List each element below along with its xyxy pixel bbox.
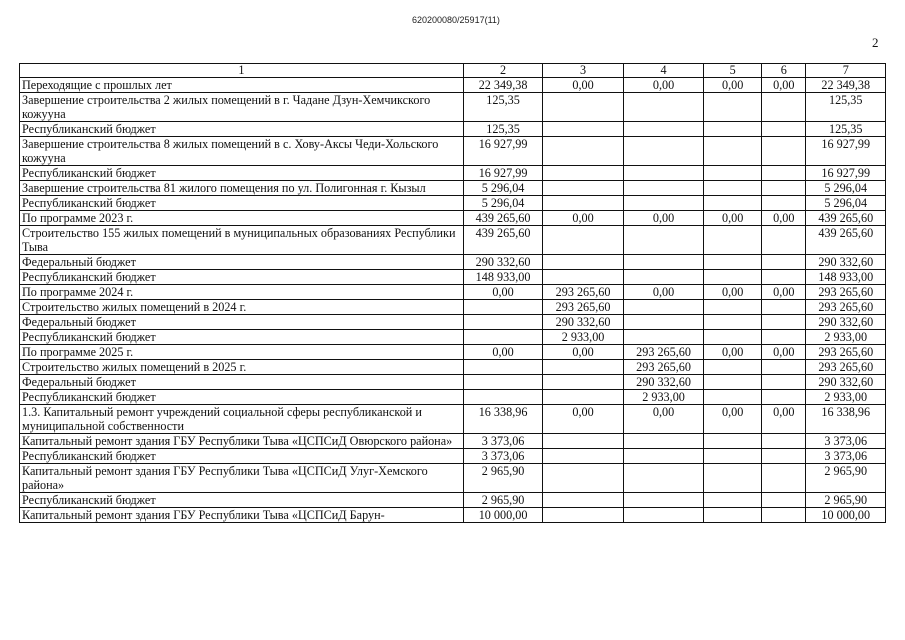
value-cell: 290 332,60: [623, 375, 704, 390]
row-label-cell: Завершение строительства 2 жилых помещений в г. Чадане Дзун-Хемчикского кожууна: [20, 93, 464, 122]
value-cell: [762, 255, 806, 270]
value-cell: [623, 166, 704, 181]
table-row: [20, 449, 886, 464]
value-cell: 0,00: [543, 78, 624, 93]
row-label-cell: Республиканский бюджет: [20, 196, 464, 211]
value-cell: [704, 181, 762, 196]
value-cell: [623, 226, 704, 255]
value-cell: [704, 122, 762, 137]
value-cell: [543, 434, 624, 449]
page-number: 2: [872, 35, 879, 50]
value-cell: 0,00: [762, 285, 806, 300]
row-label-cell: Федеральный бюджет: [20, 255, 464, 270]
value-cell: [704, 226, 762, 255]
value-cell: 0,00: [704, 285, 762, 300]
value-cell: [463, 360, 542, 375]
row-label-cell: Переходящие с прошлых лет: [20, 78, 464, 93]
value-cell: 290 332,60: [806, 255, 886, 270]
value-cell: 0,00: [762, 345, 806, 360]
value-cell: 3 373,06: [806, 449, 886, 464]
value-cell: [543, 166, 624, 181]
value-cell: [704, 464, 762, 493]
value-cell: [543, 449, 624, 464]
value-cell: 439 265,60: [806, 226, 886, 255]
table-row: [20, 390, 886, 405]
value-cell: 22 349,38: [463, 78, 542, 93]
value-cell: [623, 181, 704, 196]
value-cell: [704, 330, 762, 345]
table-row: [20, 211, 886, 226]
value-cell: [704, 137, 762, 166]
value-cell: 16 927,99: [463, 166, 542, 181]
value-cell: [762, 93, 806, 122]
value-cell: 2 933,00: [806, 390, 886, 405]
value-cell: [704, 196, 762, 211]
value-cell: [704, 449, 762, 464]
value-cell: [463, 300, 542, 315]
value-cell: [543, 196, 624, 211]
value-cell: 293 265,60: [623, 345, 704, 360]
value-cell: 16 927,99: [806, 137, 886, 166]
value-cell: 0,00: [704, 405, 762, 434]
value-cell: 125,35: [806, 122, 886, 137]
value-cell: [543, 122, 624, 137]
value-cell: [543, 375, 624, 390]
value-cell: [704, 434, 762, 449]
value-cell: 2 965,90: [806, 493, 886, 508]
value-cell: 293 265,60: [543, 285, 624, 300]
value-cell: 293 265,60: [806, 345, 886, 360]
table-row: [20, 93, 886, 122]
table-header-row: [20, 64, 886, 78]
value-cell: [762, 508, 806, 523]
header-cell: 4: [623, 64, 704, 78]
table-row: [20, 464, 886, 493]
value-cell: [623, 270, 704, 285]
table-row: [20, 345, 886, 360]
table-row: [20, 360, 886, 375]
table-row: [20, 122, 886, 137]
value-cell: [762, 464, 806, 493]
row-label-cell: Завершение строительства 8 жилых помещений в с. Хову-Аксы Чеди-Хольского кожууна: [20, 137, 464, 166]
table-row: [20, 434, 886, 449]
value-cell: 2 965,90: [463, 464, 542, 493]
value-cell: [543, 493, 624, 508]
value-cell: 293 265,60: [806, 285, 886, 300]
value-cell: [762, 226, 806, 255]
table-row: [20, 493, 886, 508]
row-label-cell: Республиканский бюджет: [20, 390, 464, 405]
value-cell: [762, 360, 806, 375]
row-label-cell: Республиканский бюджет: [20, 166, 464, 181]
value-cell: [543, 93, 624, 122]
row-label-cell: 1.3. Капитальный ремонт учреждений социальной сферы республиканской и муниципальной собственности: [20, 405, 464, 434]
value-cell: 290 332,60: [463, 255, 542, 270]
value-cell: [762, 330, 806, 345]
value-cell: [704, 360, 762, 375]
value-cell: [623, 255, 704, 270]
value-cell: [704, 375, 762, 390]
row-label-cell: Федеральный бюджет: [20, 375, 464, 390]
value-cell: [762, 449, 806, 464]
value-cell: 0,00: [704, 345, 762, 360]
value-cell: 0,00: [543, 345, 624, 360]
value-cell: [704, 493, 762, 508]
value-cell: 0,00: [704, 211, 762, 226]
table-row: [20, 181, 886, 196]
value-cell: [623, 137, 704, 166]
table-row: [20, 330, 886, 345]
value-cell: 10 000,00: [463, 508, 542, 523]
value-cell: [704, 166, 762, 181]
table-row: [20, 285, 886, 300]
value-cell: 148 933,00: [463, 270, 542, 285]
value-cell: 5 296,04: [463, 196, 542, 211]
row-label-cell: Республиканский бюджет: [20, 330, 464, 345]
row-label-cell: Республиканский бюджет: [20, 493, 464, 508]
value-cell: [623, 464, 704, 493]
document-id: 620200080/25917(11): [412, 15, 500, 25]
table-row: [20, 405, 886, 434]
value-cell: [623, 300, 704, 315]
table-row: [20, 375, 886, 390]
value-cell: [543, 508, 624, 523]
value-cell: [543, 137, 624, 166]
value-cell: [623, 434, 704, 449]
value-cell: 125,35: [463, 122, 542, 137]
value-cell: 125,35: [806, 93, 886, 122]
value-cell: [623, 93, 704, 122]
value-cell: [762, 270, 806, 285]
value-cell: [704, 270, 762, 285]
value-cell: 5 296,04: [806, 196, 886, 211]
value-cell: 0,00: [623, 78, 704, 93]
value-cell: [463, 315, 542, 330]
value-cell: 293 265,60: [543, 300, 624, 315]
value-cell: [762, 137, 806, 166]
value-cell: 439 265,60: [463, 226, 542, 255]
value-cell: 439 265,60: [463, 211, 542, 226]
value-cell: 439 265,60: [806, 211, 886, 226]
row-label-cell: Капитальный ремонт здания ГБУ Республики Тыва «ЦСПСиД Улуг-Хемского района»: [20, 464, 464, 493]
value-cell: 290 332,60: [806, 315, 886, 330]
header-cell: 6: [762, 64, 806, 78]
value-cell: 0,00: [623, 211, 704, 226]
table-row: [20, 226, 886, 255]
value-cell: [704, 255, 762, 270]
value-cell: 2 933,00: [623, 390, 704, 405]
value-cell: 22 349,38: [806, 78, 886, 93]
row-label-cell: По программе 2025 г.: [20, 345, 464, 360]
value-cell: 0,00: [463, 285, 542, 300]
table-row: [20, 300, 886, 315]
value-cell: [623, 122, 704, 137]
value-cell: 0,00: [623, 405, 704, 434]
row-label-cell: Капитальный ремонт здания ГБУ Республики Тыва «ЦСПСиД Овюрского района»: [20, 434, 464, 449]
value-cell: [623, 315, 704, 330]
value-cell: [704, 93, 762, 122]
table-row: [20, 137, 886, 166]
header-cell: 2: [463, 64, 542, 78]
value-cell: 293 265,60: [806, 300, 886, 315]
value-cell: [623, 449, 704, 464]
value-cell: [704, 315, 762, 330]
value-cell: [762, 493, 806, 508]
value-cell: 293 265,60: [623, 360, 704, 375]
table-row: [20, 255, 886, 270]
value-cell: [704, 508, 762, 523]
value-cell: [762, 196, 806, 211]
value-cell: [543, 464, 624, 493]
value-cell: 0,00: [623, 285, 704, 300]
header-cell: 5: [704, 64, 762, 78]
value-cell: [762, 434, 806, 449]
value-cell: 0,00: [762, 211, 806, 226]
value-cell: [543, 226, 624, 255]
row-label-cell: Строительство жилых помещений в 2024 г.: [20, 300, 464, 315]
table-row: [20, 166, 886, 181]
value-cell: 3 373,06: [806, 434, 886, 449]
value-cell: [623, 508, 704, 523]
row-label-cell: Республиканский бюджет: [20, 122, 464, 137]
value-cell: 125,35: [463, 93, 542, 122]
value-cell: 5 296,04: [463, 181, 542, 196]
value-cell: 16 927,99: [463, 137, 542, 166]
value-cell: 2 965,90: [806, 464, 886, 493]
value-cell: 2 933,00: [806, 330, 886, 345]
value-cell: [762, 181, 806, 196]
value-cell: [704, 390, 762, 405]
value-cell: 5 296,04: [806, 181, 886, 196]
value-cell: 10 000,00: [806, 508, 886, 523]
value-cell: [543, 270, 624, 285]
row-label-cell: Республиканский бюджет: [20, 270, 464, 285]
header-cell: 7: [806, 64, 886, 78]
value-cell: 16 338,96: [463, 405, 542, 434]
table-row: [20, 78, 886, 93]
row-label-cell: Строительство 155 жилых помещений в муниципальных образованиях Республики Тыва: [20, 226, 464, 255]
value-cell: [543, 255, 624, 270]
value-cell: 3 373,06: [463, 434, 542, 449]
value-cell: [543, 360, 624, 375]
value-cell: [543, 181, 624, 196]
value-cell: [762, 122, 806, 137]
value-cell: 148 933,00: [806, 270, 886, 285]
value-cell: 2 933,00: [543, 330, 624, 345]
value-cell: 16 338,96: [806, 405, 886, 434]
value-cell: [623, 330, 704, 345]
row-label-cell: По программе 2023 г.: [20, 211, 464, 226]
row-label-cell: Республиканский бюджет: [20, 449, 464, 464]
value-cell: 290 332,60: [543, 315, 624, 330]
table-body: [20, 64, 886, 523]
value-cell: 16 927,99: [806, 166, 886, 181]
row-label-cell: По программе 2024 г.: [20, 285, 464, 300]
value-cell: 0,00: [762, 78, 806, 93]
row-label-cell: Завершение строительства 81 жилого помещения по ул. Полигонная г. Кызыл: [20, 181, 464, 196]
value-cell: [762, 300, 806, 315]
value-cell: 0,00: [463, 345, 542, 360]
value-cell: [623, 493, 704, 508]
row-label-cell: Капитальный ремонт здания ГБУ Республики Тыва «ЦСПСиД Барун-: [20, 508, 464, 523]
value-cell: 0,00: [704, 78, 762, 93]
value-cell: 0,00: [543, 405, 624, 434]
value-cell: [704, 300, 762, 315]
value-cell: 3 373,06: [463, 449, 542, 464]
value-cell: 2 965,90: [463, 493, 542, 508]
row-label-cell: Федеральный бюджет: [20, 315, 464, 330]
value-cell: [543, 390, 624, 405]
budget-table: [19, 63, 886, 523]
value-cell: 0,00: [762, 405, 806, 434]
value-cell: [463, 330, 542, 345]
value-cell: 0,00: [543, 211, 624, 226]
value-cell: [762, 390, 806, 405]
table-row: [20, 508, 886, 523]
value-cell: [762, 315, 806, 330]
value-cell: 290 332,60: [806, 375, 886, 390]
value-cell: 293 265,60: [806, 360, 886, 375]
value-cell: [762, 375, 806, 390]
value-cell: [463, 390, 542, 405]
row-label-cell: Строительство жилых помещений в 2025 г.: [20, 360, 464, 375]
table-row: [20, 196, 886, 211]
value-cell: [463, 375, 542, 390]
header-cell: 3: [543, 64, 624, 78]
table-row: [20, 315, 886, 330]
header-cell: 1: [20, 64, 464, 78]
value-cell: [623, 196, 704, 211]
value-cell: [762, 166, 806, 181]
table-row: [20, 270, 886, 285]
